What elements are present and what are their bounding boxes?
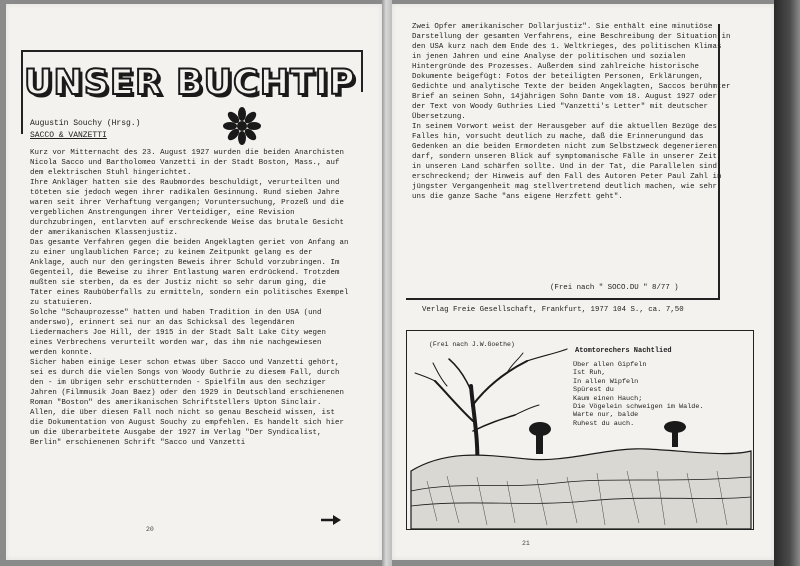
continue-arrow-icon [320, 514, 342, 526]
book-gutter [382, 0, 392, 566]
poem-credit: (Frei nach J.W.Goethe) [429, 341, 515, 348]
poem-line: Die Vögelein schweigen im Walde. [573, 403, 704, 412]
paragraph: Allen, die über diesen Fall noch nicht so genau Bescheid wissen, ist die Dokumentation von August Souchy zu empfehlen. Es handelt sich hier um die überarbeitete Ausgabe der 1927 im Verlag "Der Syndicalist, Berlin" erschienenen Schrift "Sacco und Vanzetti [30, 409, 344, 447]
author-line: Augustin Souchy (Hrsg.) [30, 119, 141, 128]
source-citation: (Frei nach " SOCO.DU " 8/77 ) [550, 284, 679, 292]
poem-line: Warte nur, balde [573, 411, 639, 420]
paragraph: Das gesamte Verfahren gegen die beiden Angeklagten geriet von Anfang an zu einer unglaublichen Farce; zu keinem Zeitpunkt gelang es der Anklage, auch nur den geringsten Beweis ihrer Schuld vorzubringen. Im Gegenteil, die Beweise zu ihrer Entlastung waren erdrückend. Trotzdem mußten sie sterben, da es der Justiz nicht so sehr darum ging, die Täter eines Raubüberfalls zu ermitteln, sondern ein politisches Exempel zu statuieren. [30, 239, 349, 307]
paragraph: Kurz vor Mitternacht des 23. August 1927 wurden die beiden Anarchisten Nicola Sacco und Bartholomeo Vanzetti in der Stadt Boston, Mass., auf dem elektrischen Stuhl hingerichtet. [30, 149, 344, 177]
article-body [30, 148, 350, 448]
page-number: 21 [522, 540, 530, 547]
paragraph: Zwei Opfer amerikanischer Dollarjustiz". Sie enthält eine minutiöse Darstellung der gesamten Verfahrens, eine Beschreibung der Situation in den USA kurz nach dem Ende des 1. Weltkrieges, des politischen Klimas in jenen Jahren und eine Analyse der politischen und sozialen Hintergründe des Prozesses. Außerdem sind zahlreiche historische Dokumente beigefügt: Fotos der beteiligten Personen, Erklärungen, Gedichte und analytische Texte der beiden Angeklagten, Saccos berühmter Brief an seinen Sohn, 14jährigen Sohn Dante vom 18. August 1927 oder der Text von Woody Guthries Lied "Vanzetti's Letter" mit deutscher Übersetzung. [412, 23, 731, 121]
paragraph: Sicher haben einige Leser schon etwas über Sacco und Vanzetti gehört, sei es durch die vielen Songs von Woody Guthrie zu diesem Fall, durch den - im übrigen sehr erschütternden - Spielfilm aus den sechziger Jahren (Filmmusik Joan Baez) oder den 1929 in Deutschland erschienenen Roman "Boston" des amerikanischen Schriftstellers Upton Sinclair. [30, 359, 344, 407]
paragraph: Solche "Schauprozesse" hatten und haben Tradition in den USA (und anderswo), erinnert sei nur an das Schicksal des legendären Liedermachers Joe Hill, der 1915 in der Stadt Salt Lake City wegen eines Verbrechens verurteilt worden war, das ihm nie nachgewiesen werden konnte. [30, 309, 327, 357]
poem-line: Kaum einen Hauch; [573, 394, 643, 403]
poem-text [573, 361, 704, 428]
poem-line: Über allen Gipfeln [573, 361, 647, 369]
paragraph: Ihre Ankläger hatten sie des Raubmordes beschuldigt, verurteilten und töteten sie jedoch wegen ihrer radikalen Gesinnung. Rund sieben Jahre waren seit ihrer Verhaftung vergangen; Voruntersuchung, Prozeß und die vergeblichen Anstrengungen ihrer Verteidiger, eine Revision durchzubringen, entlarvten auf erschreckende Weise das brutale Gesicht der amerikanischen Klassenjustiz. [30, 179, 344, 237]
asterisk-ornament-icon [222, 106, 262, 146]
left-page [6, 4, 382, 560]
poem-line: Ruhest du auch. [573, 419, 635, 428]
book-title-line: SACCO & VANZETTI [30, 131, 107, 140]
poem-line: In allen Wipfeln [573, 377, 639, 386]
page-title: UNSER BUCHTIP [24, 63, 356, 103]
poem-line: Spürest du [573, 386, 614, 395]
page-number: 20 [146, 526, 154, 533]
paragraph: In seinem Vorwort weist der Herausgeber auf die aktuellen Bezüge des Falles hin, vorsucht deutlich zu mache, daß die Erinnerungund das Gedenken an die beiden Ermordeten nicht zum Selbstzweck degenerieren darf, sondern unseren Blick auf symptomanische Fälle in unserer Zeit, in unseren Land schärfen sollte. Und in der Tat, die Parallelen sind erschreckend; der Hinweis auf den Fall des Autoren Peter Paul Zahl in jüngster Vergangenheit mag stellvertretend deutlich machen, wie sehr uns die ganze Sache "ans eigene Herzfett geht". [412, 123, 722, 201]
article-body-continued [412, 22, 734, 202]
scan-edge [774, 0, 800, 566]
right-page [392, 4, 774, 560]
poem-line: Ist Ruh, [573, 369, 606, 378]
poem-title: Atomtorechers Nachtlied [575, 347, 672, 355]
publisher-line: Verlag Freie Gesellschaft, Frankfurt, 1977 104 S., ca. 7,50 [422, 306, 684, 314]
illustration-panel [406, 330, 754, 530]
